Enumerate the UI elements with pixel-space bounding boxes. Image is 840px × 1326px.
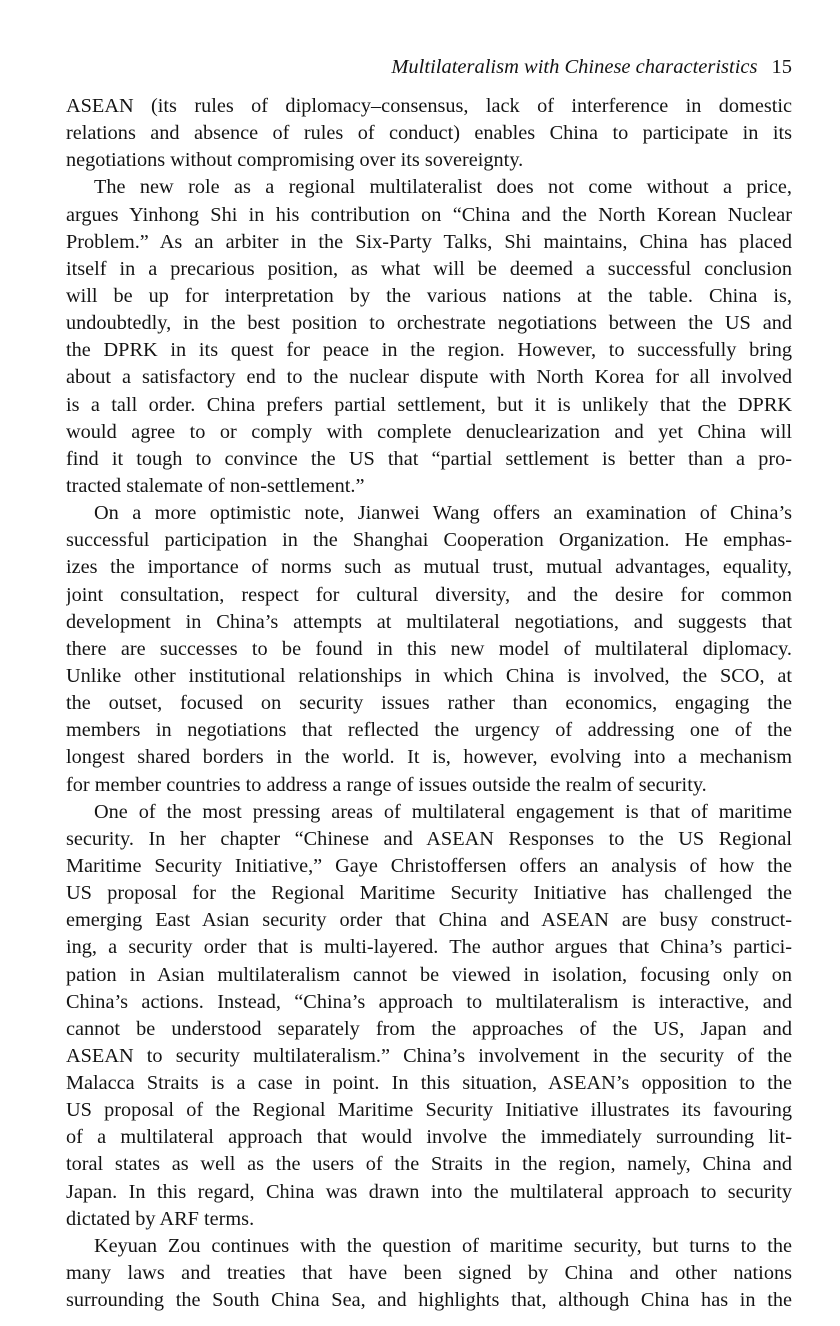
running-head bbox=[66, 53, 792, 81]
text-line: toral states as well as the users of the Straits in the region, namely, China and bbox=[66, 1153, 792, 1176]
text-line: about a satisfactory end to the nuclear dispute with North Korea for all involved bbox=[66, 366, 792, 389]
paragraph bbox=[66, 1233, 792, 1314]
page-number: 15 bbox=[771, 56, 792, 78]
text-line: argues Yinhong Shi in his contribution on “China and the North Korean Nuclear bbox=[66, 203, 792, 226]
text-line: members in negotiations that reflected the urgency of addressing one of the bbox=[66, 719, 792, 742]
text-line: many laws and treaties that have been signed by China and other nations bbox=[66, 1262, 792, 1285]
text-line: emerging East Asian security order that China and ASEAN are busy construct- bbox=[66, 909, 792, 932]
text-line: US proposal of the Regional Maritime Security Initiative illustrates its favouring bbox=[66, 1099, 792, 1122]
text-line: development in China’s attempts at multilateral negotiations, and suggests that bbox=[66, 610, 792, 633]
text-line: longest shared borders in the world. It is, however, evolving into a mechanism bbox=[66, 746, 792, 769]
text-line: negotiations without compromising over its sovereignty. bbox=[66, 149, 524, 172]
text-line: undoubtedly, in the best position to orchestrate negotiations between the US and bbox=[66, 312, 792, 335]
text-line: ASEAN to security multilateralism.” China’s involvement in the security of the bbox=[66, 1044, 792, 1067]
body-text bbox=[66, 93, 792, 1314]
text-line: China’s actions. Instead, “China’s approach to multilateralism is interactive, and bbox=[66, 990, 792, 1013]
text-line: the outset, focused on security issues rather than economics, engaging the bbox=[66, 692, 792, 715]
text-line: Keyuan Zou continues with the question of maritime security, but turns to the bbox=[94, 1234, 792, 1257]
text-line: US proposal for the Regional Maritime Security Initiative has challenged the bbox=[66, 882, 792, 905]
text-line: of a multilateral approach that would involve the immediately surrounding lit- bbox=[66, 1126, 792, 1149]
text-line: for member countries to address a range of issues outside the realm of security. bbox=[66, 773, 707, 796]
paragraph bbox=[66, 174, 792, 500]
text-line: is a tall order. China prefers partial settlement, but it is unlikely that the DPRK bbox=[66, 393, 792, 416]
text-line: Malacca Straits is a case in point. In this situation, ASEAN’s opposition to the bbox=[66, 1072, 792, 1095]
text-line: would agree to or comply with complete denuclearization and yet China will bbox=[66, 420, 792, 443]
paragraph bbox=[66, 799, 792, 1233]
text-line: cannot be understood separately from the approaches of the US, Japan and bbox=[66, 1017, 792, 1040]
text-line: joint consultation, respect for cultural diversity, and the desire for common bbox=[66, 583, 792, 606]
text-line: itself in a precarious position, as what will be deemed a successful conclusion bbox=[66, 257, 792, 280]
text-line: Maritime Security Initiative,” Gaye Christoffersen offers an analysis of how the bbox=[66, 854, 792, 877]
text-line: ing, a security order that is multi-layered. The author argues that China’s partici- bbox=[66, 936, 792, 959]
text-line: Unlike other institutional relationships in which China is involved, the SCO, at bbox=[66, 664, 792, 687]
text-line: The new role as a regional multilateralist does not come without a price, bbox=[94, 176, 792, 199]
paragraph bbox=[66, 500, 792, 799]
text-line: izes the importance of norms such as mutual trust, mutual advantages, equality, bbox=[66, 556, 792, 579]
text-line: the DPRK in its quest for peace in the region. However, to successfully bring bbox=[66, 339, 792, 362]
text-line: ASEAN (its rules of diplomacy–consensus, lack of interference in domestic bbox=[66, 95, 792, 117]
text-line: One of the most pressing areas of multilateral engagement is that of maritime bbox=[94, 800, 792, 823]
text-line: Japan. In this regard, China was drawn into the multilateral approach to security bbox=[66, 1180, 792, 1203]
text-line: relations and absence of rules of conduct) enables China to participate in its bbox=[66, 122, 792, 145]
text-line: surrounding the South China Sea, and highlights that, although China has in the bbox=[66, 1289, 792, 1312]
text-line: On a more optimistic note, Jianwei Wang offers an examination of China’s bbox=[94, 502, 792, 525]
text-line: there are successes to be found in this new model of multilateral diplomacy. bbox=[66, 637, 792, 660]
text-line: pation in Asian multilateralism cannot be viewed in isolation, focusing only on bbox=[66, 963, 792, 986]
text-line: Problem.” As an arbiter in the Six-Party Talks, Shi maintains, China has placed bbox=[66, 230, 792, 253]
text-line: will be up for interpretation by the various nations at the table. China is, bbox=[66, 284, 792, 307]
text-line: dictated by ARF terms. bbox=[66, 1207, 255, 1230]
text-line: successful participation in the Shanghai Cooperation Organization. He emphas- bbox=[66, 529, 792, 552]
running-head-title: Multilateralism with Chinese characteristics bbox=[391, 56, 758, 78]
text-line: security. In her chapter “Chinese and ASEAN Responses to the US Regional bbox=[66, 827, 792, 850]
text-line: tracted stalemate of non-settlement.” bbox=[66, 474, 365, 497]
text-line: find it tough to convince the US that “partial settlement is better than a pro- bbox=[66, 447, 792, 470]
paragraph bbox=[66, 93, 792, 174]
